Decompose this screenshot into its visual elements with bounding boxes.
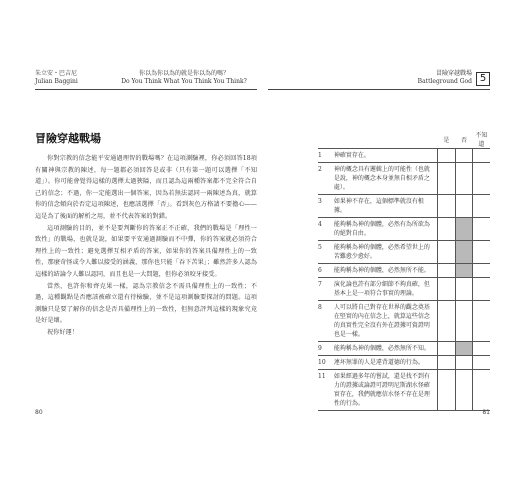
section-title: 冒險穿越戰場 xyxy=(35,132,101,145)
answer-cell-yes[interactable] xyxy=(438,195,456,218)
answer-cell-unknown[interactable] xyxy=(473,278,490,301)
answer-cell-no-shaded[interactable] xyxy=(455,241,473,264)
row-number: 1 xyxy=(318,149,332,163)
answer-cell-yes[interactable] xyxy=(438,149,456,163)
answer-cell-no[interactable] xyxy=(455,370,473,411)
header-book-title: 你以為你以為的就是你以為的嗎？ xyxy=(138,70,229,77)
answer-cell-unknown[interactable] xyxy=(473,241,490,264)
answer-cell-no[interactable] xyxy=(455,163,473,195)
row-number: 8 xyxy=(318,301,332,342)
header-author-en: Julian Baggini xyxy=(35,78,78,85)
header-book-title-en: Do You Think What You Think You Think? xyxy=(121,78,247,85)
row-number: 6 xyxy=(318,264,332,278)
row-number: 3 xyxy=(318,195,332,218)
column-header-unknown: 不知道 xyxy=(475,132,488,148)
answer-cell-yes[interactable] xyxy=(438,218,456,241)
answer-cell-no[interactable] xyxy=(455,195,473,218)
row-statement: 人可以將自己對存在世界的觀念奠基在堅實的內在信念上，就算這些信念的真實性完全沒有外在證據可資證明也是一樣。 xyxy=(332,301,438,342)
answer-cell-yes[interactable] xyxy=(438,278,456,301)
answer-cell-unknown[interactable] xyxy=(473,342,490,356)
row-statement: 能夠稱為神的個體，必然有為所欲為的絕對自由。 xyxy=(332,218,438,241)
answer-cell-no[interactable] xyxy=(455,149,473,163)
answer-cell-unknown[interactable] xyxy=(473,301,490,342)
answer-cell-unknown[interactable] xyxy=(473,370,490,411)
answer-cell-yes[interactable] xyxy=(438,301,456,342)
paragraph: 祝你好運！ xyxy=(47,328,78,336)
page-number: 81 xyxy=(482,409,490,416)
questionnaire-table xyxy=(318,130,490,411)
answer-cell-unknown[interactable] xyxy=(473,218,490,241)
running-header-author xyxy=(35,70,78,86)
answer-cell-no-shaded[interactable] xyxy=(455,342,473,356)
answer-cell-unknown[interactable] xyxy=(473,163,490,195)
row-number: 4 xyxy=(318,218,332,241)
answer-cell-yes[interactable] xyxy=(438,241,456,264)
header-chapter-title-en: Battleground God xyxy=(417,78,472,85)
row-statement: 連坏無罪的人是違背道德的行為。 xyxy=(332,356,438,370)
row-statement: 神的概念具有邏輯上的可能性（也就是說，神的概念本身並無自相矛盾之處）。 xyxy=(332,163,438,195)
answer-cell-yes[interactable] xyxy=(438,356,456,370)
row-number: 10 xyxy=(318,356,332,370)
running-header-chapter xyxy=(380,70,490,86)
page-number: 80 xyxy=(35,409,43,416)
row-statement: 演化論也許有部分細節不夠真確，但基本上是一項符合事實的理論。 xyxy=(332,278,438,301)
row-statement: 能夠稱為神的個體，必然希望世上的苦難愈少愈好。 xyxy=(332,241,438,264)
row-number: 2 xyxy=(318,163,332,195)
paragraph: 你對宗教的信念能平安通過理智的戰場嗎？在這項測驗裡，你必須回答18項有關神與宗教的陳述，每一題都必須回答是或非（只有第一題可以選擇「不知道」）。你可能會覺得這樣的選擇太過狹隘，而且認為這兩種答案都不完全符合自己的信念；不過，你一定能選出一個答案，因為若無法認同一兩陳述為真，就算你的信念傾向於否定這項陳述，也應該選擇「否」。看到灰色方格請不要擔心——這是為了後面的解析之用，並不代表答案的對錯。 xyxy=(35,155,257,220)
table-row xyxy=(318,264,490,278)
table-row xyxy=(318,195,490,218)
running-header-book-title xyxy=(111,70,257,86)
answer-cell-unknown[interactable] xyxy=(473,264,490,278)
answer-cell-yes[interactable] xyxy=(438,370,456,411)
body-text xyxy=(35,153,257,339)
answer-cell-unknown[interactable] xyxy=(473,356,490,370)
table-row xyxy=(318,356,490,370)
answer-cell-unknown[interactable] xyxy=(473,149,490,163)
answer-cell-yes[interactable] xyxy=(438,163,456,195)
right-page xyxy=(268,70,490,430)
paragraph: 這項測驗的目的，並不是要判斷你的答案正不正確，我們的戰場是「理性一致性」的戰場，也就是說，如果要平安通過測驗而不中彈，你的答案就必須符合理性上的一致性；避免選擇互相矛盾的答案，如果你的答案具備理性上的一致性，那麼奇怪或令人難以接受的涵義，那你也只能「吞下苦果」；雖然許多人認為這樣的結論令人難以認同，而且也是一大問題，但你必須咬牙接受。 xyxy=(35,224,257,278)
answer-cell-no[interactable] xyxy=(455,278,473,301)
left-page xyxy=(35,70,257,430)
table-row xyxy=(318,301,490,342)
answer-cell-unknown[interactable] xyxy=(473,195,490,218)
row-statement: 如果經過多年的嘗試，還是找不到有力的證據或論證可證明尼斯湖水怪確實存在，我們就應信水怪不存在是理性的行為。 xyxy=(332,370,438,411)
row-statement: 能夠稱為神的個體，必然無所不知。 xyxy=(332,342,438,356)
row-number: 7 xyxy=(318,278,332,301)
table-row xyxy=(318,370,490,411)
answer-cell-yes[interactable] xyxy=(438,342,456,356)
table-row xyxy=(318,342,490,356)
paragraph: 當然，也許你和齊克果一樣，認為宗教信念不需具備理性上的一致性；不過，這種觀點是否應該被確立還有待檢驗，並不是這項測驗要探討的問題。這項測驗只是要了解你的信念是否具備理性上的一致性，但無意評判這樣的現象究竟是好是壞。 xyxy=(35,282,257,325)
row-number: 11 xyxy=(318,370,332,411)
answer-cell-no[interactable] xyxy=(455,301,473,342)
row-statement: 如果神不存在，這個標準就沒有根據。 xyxy=(332,195,438,218)
column-header-yes: 是 xyxy=(443,136,450,144)
header-rule xyxy=(35,89,257,90)
header-chapter-title: 冒險穿越戰場 xyxy=(435,70,472,77)
answer-cell-no-shaded[interactable] xyxy=(455,264,473,278)
answer-cell-no[interactable] xyxy=(455,356,473,370)
answer-cell-no-shaded[interactable] xyxy=(455,218,473,241)
row-statement: 神確實存在。 xyxy=(332,149,438,163)
answer-cell-yes[interactable] xyxy=(438,264,456,278)
table-row xyxy=(318,241,490,264)
row-statement: 能夠稱為神的個體，必然無所不能。 xyxy=(332,264,438,278)
table-row xyxy=(318,278,490,301)
row-number: 9 xyxy=(318,342,332,356)
table-row xyxy=(318,163,490,195)
table-row xyxy=(318,149,490,163)
chapter-number-box: 5 xyxy=(476,72,490,86)
header-author: 朱立安・巴吉尼 xyxy=(35,70,78,77)
table-row xyxy=(318,218,490,241)
header-rule xyxy=(268,89,490,90)
row-number: 5 xyxy=(318,241,332,264)
column-header-no: 否 xyxy=(461,136,468,144)
